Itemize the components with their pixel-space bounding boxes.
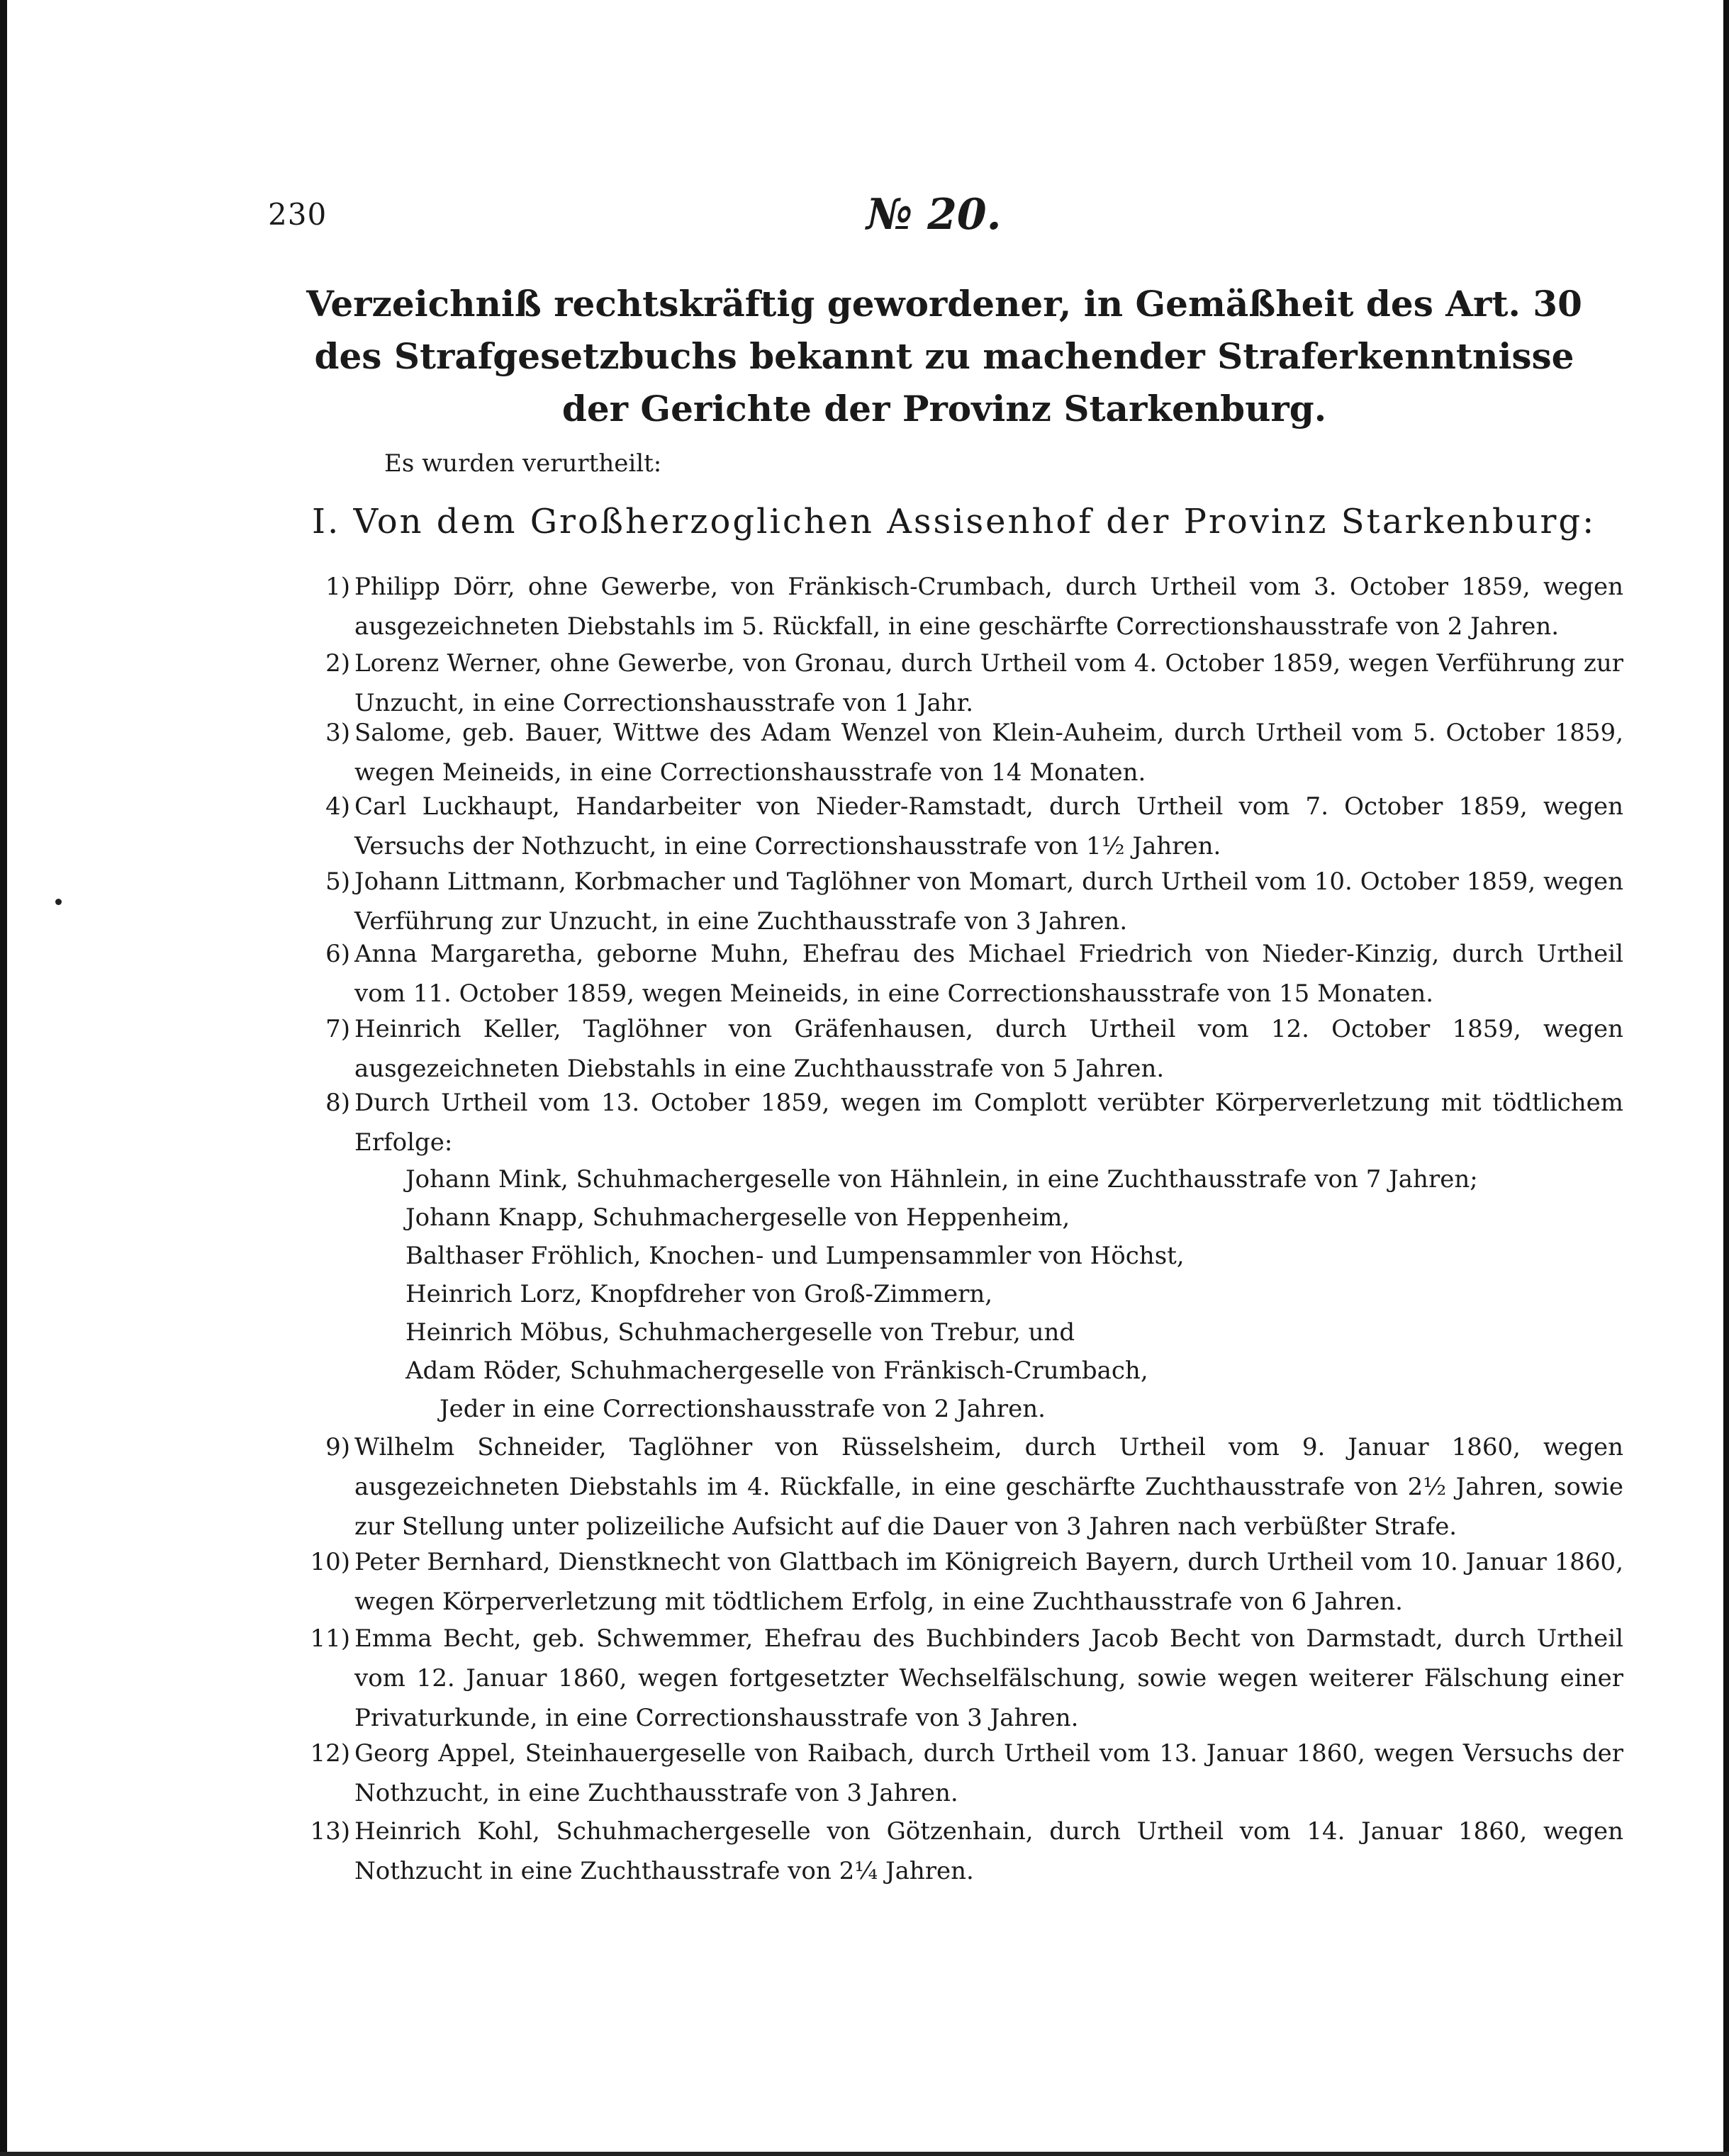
section-heading: I. Von dem Großherzoglichen Assisenhof der Provinz Starkenburg:	[312, 502, 1596, 541]
entry-text: Heinrich Kohl, Schuhmachergeselle von Götzenhain, durch Urtheil vom 14. Januar 1860, wegen Nothzucht in eine Zuchthausstrafe von 2¼ Jahren.	[354, 1817, 1623, 1885]
defendant-line: Adam Röder, Schuhmachergeselle von Fränkisch-Crumbach,	[405, 1357, 1148, 1385]
defendant-line: Balthaser Fröhlich, Knochen- und Lumpensammler von Höchst,	[405, 1242, 1185, 1270]
entry-number: 10)	[310, 1548, 350, 1576]
entry-text: Peter Bernhard, Dienstknecht von Glattbach im Königreich Bayern, durch Urtheil vom 10. Januar 1860, wegen Körperverletzung mit tödtlichem Erfolg, in eine Zuchthausstrafe von 6 Jahren.	[354, 1548, 1623, 1616]
entry-text: Lorenz Werner, ohne Gewerbe, von Gronau, durch Urtheil vom 4. October 1859, wegen Verführung zur Unzucht, in eine Correctionshausstrafe von 1 Jahr.	[354, 649, 1623, 717]
sentence-line: Jeder in eine Correctionshausstrafe von 2 Jahren.	[440, 1395, 1046, 1423]
scan-edge-left	[0, 0, 7, 2156]
entry-number: 4)	[325, 792, 350, 821]
entry-text: Wilhelm Schneider, Taglöhner von Rüsselsheim, durch Urtheil vom 9. Januar 1860, wegen ausgezeichneten Diebstahls im 4. Rückfalle, in eine geschärfte Zuchthausstrafe von 2½ Jahren, sowie zur Stellung unter polizeiliche Aufsicht auf die Dauer von 3 Jahren nach verbüßter Strafe.	[354, 1433, 1623, 1541]
ink-speck	[55, 899, 62, 905]
entry-number: 11)	[310, 1624, 350, 1653]
entry-text: Johann Littmann, Korbmacher und Taglöhner von Momart, durch Urtheil vom 10. October 1859, wegen Verführung zur Unzucht, in eine Zuchthausstrafe von 3 Jahren.	[354, 868, 1623, 936]
entry-number: 6)	[325, 940, 350, 968]
entry-number: 5)	[325, 868, 350, 896]
entry-number: 13)	[310, 1817, 350, 1846]
entry-number: 9)	[325, 1433, 350, 1461]
document-title: Verzeichniß rechtskräftig gewordener, in Gemäßheit des Art. 30 des Strafgesetzbuchs bekannt zu machender Straferkenntnisse der Gerichte der Provinz Starkenburg.	[306, 283, 1582, 429]
entry-number: 3)	[325, 719, 350, 747]
entry-text: Philipp Dörr, ohne Gewerbe, von Fränkisch-Crumbach, durch Urtheil vom 3. October 1859, wegen ausgezeichneten Diebstahls im 5. Rückfall, in eine geschärfte Correctionshausstrafe von 2 Jahren.	[354, 573, 1623, 641]
scan-edge-right	[1723, 0, 1729, 2156]
entry-text: Durch Urtheil vom 13. October 1859, wegen im Complott verübter Körperverletzung mit tödtlichem Erfolge:	[354, 1089, 1623, 1157]
entry-number: 1)	[325, 573, 350, 601]
entry-number: 2)	[325, 649, 350, 678]
entry-text: Carl Luckhaupt, Handarbeiter von Nieder-Ramstadt, durch Urtheil vom 7. October 1859, wegen Versuchs der Nothzucht, in eine Correctionshausstrafe von 1½ Jahren.	[354, 792, 1623, 860]
entry-number: 8)	[325, 1089, 350, 1117]
defendant-line: Heinrich Lorz, Knopfdreher von Groß-Zimmern,	[405, 1280, 993, 1308]
entry-text: Heinrich Keller, Taglöhner von Gräfenhausen, durch Urtheil vom 12. October 1859, wegen ausgezeichneten Diebstahls in eine Zuchthausstrafe von 5 Jahren.	[354, 1015, 1623, 1083]
entry-text: Georg Appel, Steinhauergeselle von Raibach, durch Urtheil vom 13. Januar 1860, wegen Versuchs der Nothzucht, in eine Zuchthausstrafe von 3 Jahren.	[354, 1739, 1623, 1807]
intro-line: Es wurden verurtheilt:	[384, 449, 662, 478]
issue-number: № 20.	[866, 190, 1002, 240]
entry-text: Anna Margaretha, geborne Muhn, Ehefrau des Michael Friedrich von Nieder-Kinzig, durch Urtheil vom 11. October 1859, wegen Meineids, in eine Correctionshausstrafe von 15 Monaten.	[354, 940, 1623, 1008]
entry-text: Emma Becht, geb. Schwemmer, Ehefrau des Buchbinders Jacob Becht von Darmstadt, durch Urtheil vom 12. Januar 1860, wegen fortgesetzter Wechselfälschung, sowie wegen weiterer Fälschung einer Privaturkunde, in eine Correctionshausstrafe von 3 Jahren.	[354, 1624, 1623, 1732]
defendant-line: Johann Knapp, Schuhmachergeselle von Heppenheim,	[405, 1203, 1070, 1232]
scan-edge-bottom	[0, 2152, 1729, 2156]
entry-number: 12)	[310, 1739, 350, 1768]
defendant-line: Johann Mink, Schuhmachergeselle von Hähnlein, in eine Zuchthausstrafe von 7 Jahren;	[405, 1165, 1478, 1194]
entry-text: Salome, geb. Bauer, Wittwe des Adam Wenzel von Klein-Auheim, durch Urtheil vom 5. October 1859, wegen Meineids, in eine Correctionshausstrafe von 14 Monaten.	[354, 719, 1623, 787]
entry-number: 7)	[325, 1015, 350, 1043]
defendant-line: Heinrich Möbus, Schuhmachergeselle von Trebur, und	[405, 1318, 1075, 1347]
page-number: 230	[268, 197, 328, 232]
